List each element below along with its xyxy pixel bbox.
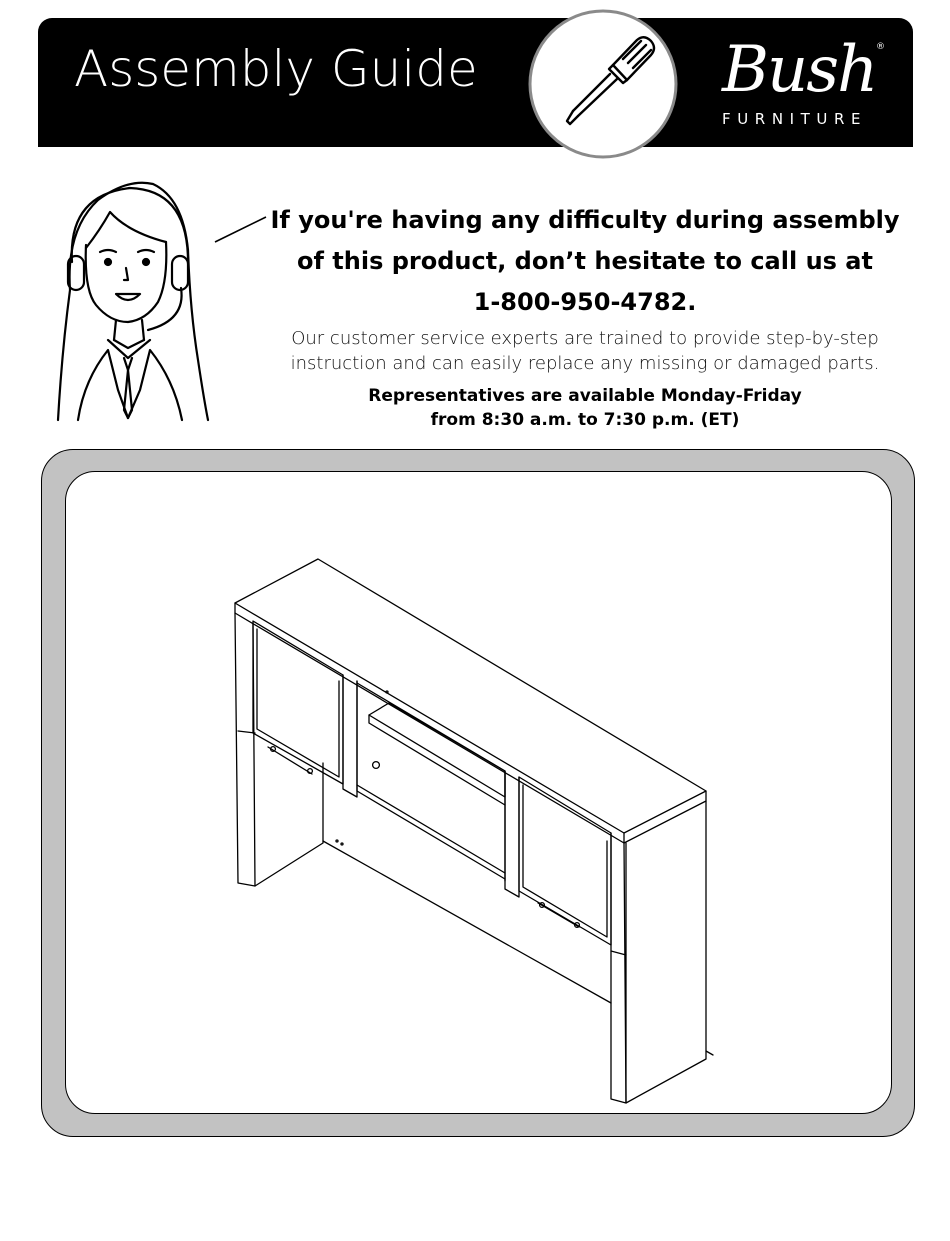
support-heading-line: If you're having any difficulty during assembly (270, 206, 900, 234)
screwdriver-icon (527, 8, 679, 160)
page-title: Assembly Guide (74, 40, 478, 98)
desk-hutch-illustration (65, 471, 892, 1114)
support-hours (262, 384, 908, 432)
support-phone-number: 1-800-950-4782. (473, 288, 697, 316)
customer-service-agent-icon (48, 170, 278, 422)
support-hours-line: from 8:30 a.m. to 7:30 p.m. (ET) (430, 410, 740, 430)
brand-name: Bush (722, 33, 877, 107)
brand-subtitle: FURNITURE (722, 110, 868, 128)
support-heading-line: of this product, don’t hesitate to call us at (297, 247, 873, 275)
brand-logo (716, 33, 888, 133)
brand-registered-mark: ® (876, 42, 885, 52)
support-heading (262, 200, 908, 323)
support-body (262, 326, 908, 376)
support-body-line: Our customer service experts are trained to provide step-by-step (291, 328, 879, 349)
support-body-line: instruction and can easily replace any missing or damaged parts. (290, 353, 880, 374)
support-hours-line: Representatives are available Monday-Friday (368, 386, 802, 406)
